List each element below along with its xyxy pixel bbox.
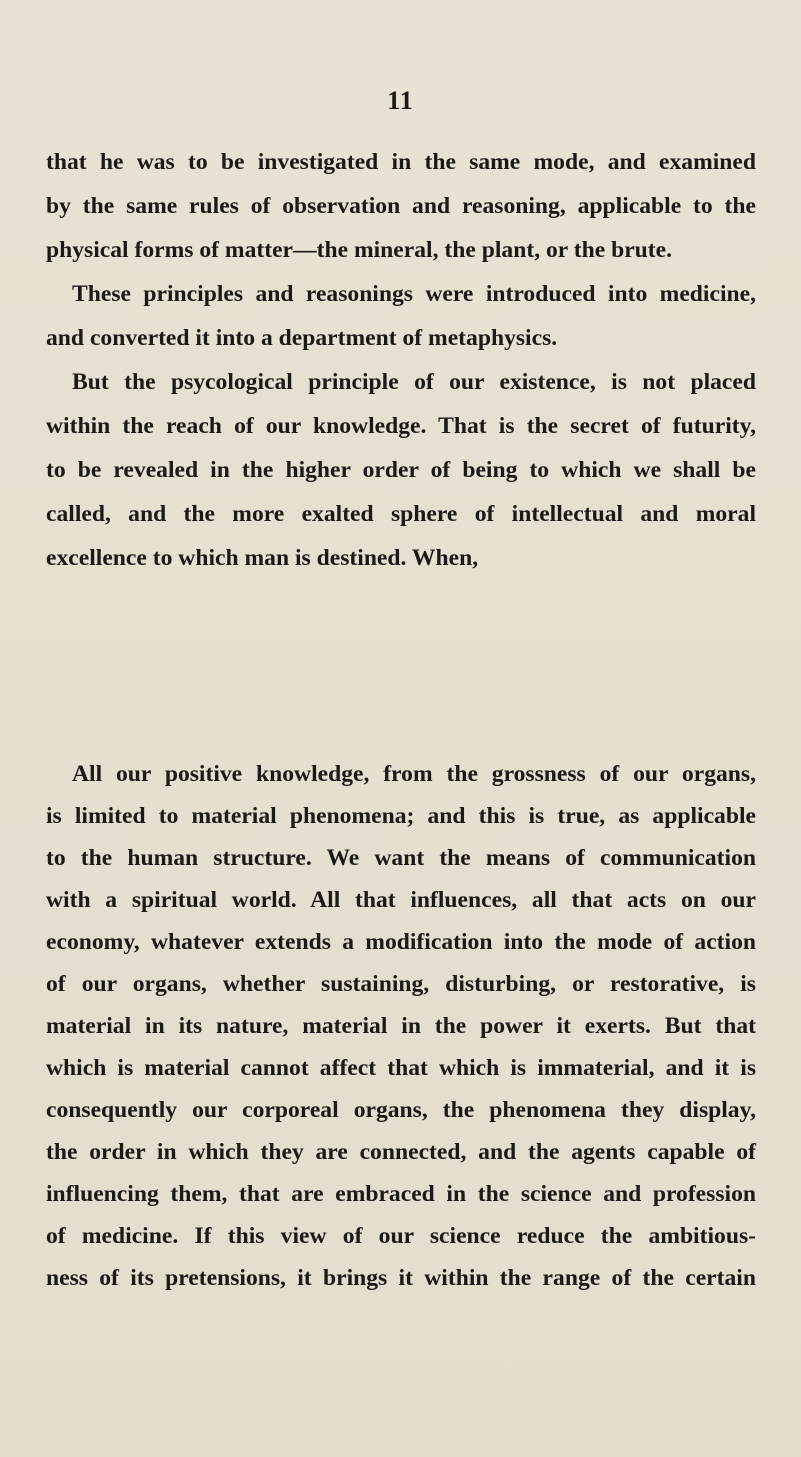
text-line: These principles and reasonings were introduced into medicine, xyxy=(72,281,756,307)
text-line: the order in which they are connected, and the agents capable of xyxy=(46,1139,756,1165)
text-line: economy, whatever extends a modification into the mode of action xyxy=(46,929,756,955)
page-number: 11 xyxy=(387,86,414,115)
text-line: excellence to which man is destined. When, xyxy=(46,545,479,571)
text-line: and converted it into a department of metaphysics. xyxy=(46,325,558,351)
text-line: influencing them, that are embraced in the science and profession xyxy=(46,1181,756,1207)
text-line: that he was to be investigated in the same mode, and examined xyxy=(46,149,756,175)
text-line: of medicine. If this view of our science reduce the ambitious- xyxy=(46,1223,756,1249)
text-line: All our positive knowledge, from the grossness of our organs, xyxy=(72,761,756,787)
text-line: is limited to material phenomena; and this is true, as applicable xyxy=(46,803,756,829)
text-line: to the human structure. We want the means of communication xyxy=(46,845,756,871)
text-line: which is material cannot affect that which is immaterial, and it is xyxy=(46,1055,756,1081)
text-line: to be revealed in the higher order of being to which we shall be xyxy=(46,457,756,483)
text-line: of our organs, whether sustaining, disturbing, or restorative, is xyxy=(46,971,756,997)
text-line: physical forms of matter—the mineral, the plant, or the brute. xyxy=(46,237,673,263)
text-line: called, and the more exalted sphere of intellectual and moral xyxy=(46,501,756,527)
text-line: consequently our corporeal organs, the phenomena they display, xyxy=(46,1097,756,1123)
text-line: within the reach of our knowledge. That is the secret of futurity, xyxy=(46,413,756,439)
text-line: material in its nature, material in the power it exerts. But that xyxy=(46,1013,756,1039)
text-line: by the same rules of observation and reasoning, applicable to the xyxy=(46,193,756,219)
text-line: with a spiritual world. All that influences, all that acts on our xyxy=(46,887,756,913)
text-line: But the psycological principle of our existence, is not placed xyxy=(72,369,756,395)
text-line: ness of its pretensions, it brings it within the range of the certain xyxy=(46,1265,756,1291)
